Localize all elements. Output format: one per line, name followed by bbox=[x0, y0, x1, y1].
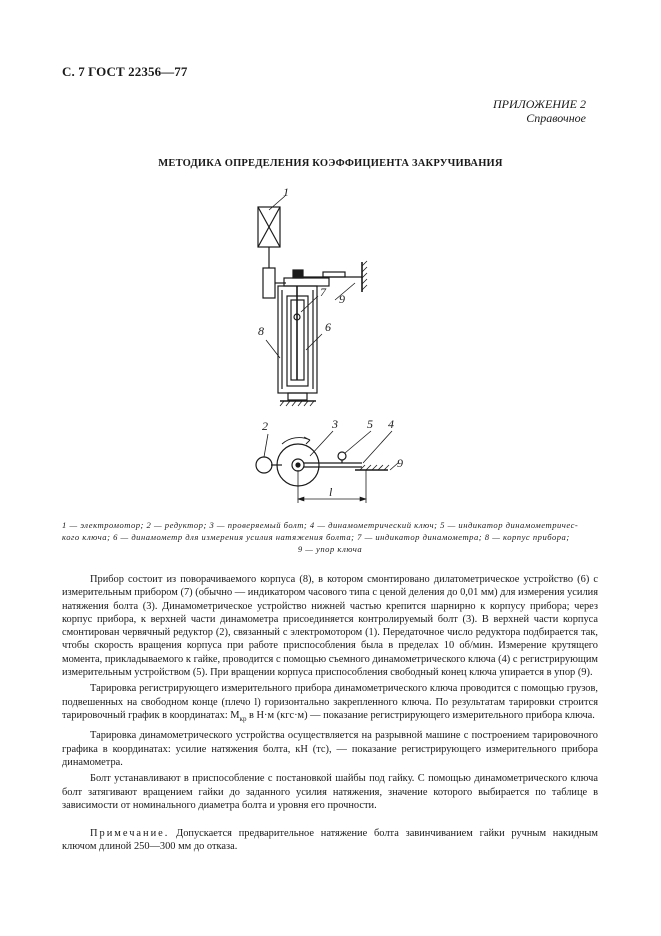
paragraph-1: Прибор состоит из поворачиваемого корпуса (8), в котором смонтировано дилатометрическое устройство (6) с измерительным прибором (7) (обычно — индикатором часового типа с ценой деления до 0,01 мм) для измерения усилия натяжения болта (3). Динамометрическое устройство нижней частью крепится шарнирно к корпусу прибора; через корпус прибора, к верхней части динамометра присоединяется контролируемый болт (3). В верхней части корпуса смонтирован червячный редуктор (2), связанный с электромотором (1). Передаточное число редуктора подбирается так, чтобы скорость вращения корпуса при работе приспособления была в пределах 10 об/мин. Измерение крутящего момента, прикладываемого к гайке, проводится с помощью съемного динамометрического ключа (4) с регистрирующим измерительным устройством (5). При вращении корпуса приспособления свободный конец ключа упирается в упор (9). bbox=[62, 574, 598, 679]
legend-line-3: 9 — упор ключа bbox=[297, 544, 363, 554]
label-1: 1 bbox=[283, 185, 289, 199]
reducer-box bbox=[263, 268, 275, 298]
key-indicator bbox=[338, 452, 346, 460]
key-arm-block bbox=[323, 272, 345, 277]
leader-4 bbox=[363, 431, 392, 463]
label-8: 8 bbox=[258, 324, 264, 338]
figure-legend bbox=[62, 519, 598, 555]
paragraph-2-part-b: в Н·м (кгс·м) — показание регистрирующего измерительного прибора ключа. bbox=[246, 709, 595, 721]
leader-9a bbox=[335, 283, 355, 300]
label-5: 5 bbox=[367, 417, 373, 431]
rotation-arrow bbox=[282, 438, 310, 444]
note-text: Допускается предварительное натяжение болта завинчиванием гайки ручным накидным ключом длиной 250—300 мм до отказа. bbox=[62, 828, 598, 853]
reducer-circle bbox=[256, 457, 272, 473]
legend-line-1: 1 — электромотор; 2 — редуктор; 3 — проверяемый болт; 4 — динамометрический ключ; 5 — индикатор динамометричес- bbox=[62, 520, 579, 530]
label-9a: 9 bbox=[339, 292, 345, 306]
label-3: 3 bbox=[332, 417, 338, 431]
paragraph-2-subscript: кр bbox=[239, 715, 247, 724]
body-text bbox=[62, 573, 598, 857]
label-9b: 9 bbox=[397, 456, 403, 470]
label-4: 4 bbox=[388, 417, 394, 431]
page-title: МЕТОДИКА ОПРЕДЕЛЕНИЯ КОЭФФИЦИЕНТА ЗАКРУЧИВАНИЯ bbox=[158, 158, 503, 169]
page-header: С. 7 ГОСТ 22356—77 bbox=[62, 64, 188, 79]
label-2: 2 bbox=[262, 419, 268, 433]
note-label: Примечание. bbox=[90, 828, 170, 840]
paragraph-2-part-a: Тарировка регистрирующего измерительного прибора динамометрического ключа проводится с помощью грузов, подвешенных на свободном конце (плечо l) горизонтально закрепленного ключа. По результатам тарировки строится тарировочный график в координатах: M bbox=[62, 683, 598, 721]
legend-line-2: кого ключа; 6 — динамометр для измерения усилия натяжения болта; 7 — индикатор динамометра; 8 — корпус прибора; bbox=[62, 532, 570, 542]
label-l: l bbox=[329, 485, 333, 499]
label-6: 6 bbox=[325, 320, 331, 334]
appendix-title: ПРИЛОЖЕНИЕ 2 bbox=[493, 97, 586, 111]
leader-5 bbox=[345, 431, 371, 453]
leader-2 bbox=[264, 434, 268, 457]
appendix-subtitle: Справочное bbox=[526, 111, 586, 125]
paragraph-4: Болт устанавливают в приспособление с постановкой шайбы под гайку. С помощью динамометрического ключа болт затягивают вращением гайки до заданного усилия натяжения, значение которого выбирается по таблице в зависимости от номинального диаметра болта и уровня его прочности. bbox=[62, 773, 598, 811]
label-7: 7 bbox=[320, 285, 326, 299]
bolt-center bbox=[296, 463, 300, 467]
paragraph-2 bbox=[62, 682, 598, 726]
note-paragraph bbox=[62, 827, 598, 854]
base-hinge bbox=[288, 393, 307, 400]
top-nut bbox=[293, 270, 303, 278]
leader-3 bbox=[310, 431, 333, 456]
paragraph-3: Тарировка динамометрического устройства осуществляется на разрывной машине с построением тарировочного графика в координатах: усилие натяжения болта, кН (тс), — показание регистрирующего измерительного прибора динамометра. bbox=[62, 730, 598, 768]
